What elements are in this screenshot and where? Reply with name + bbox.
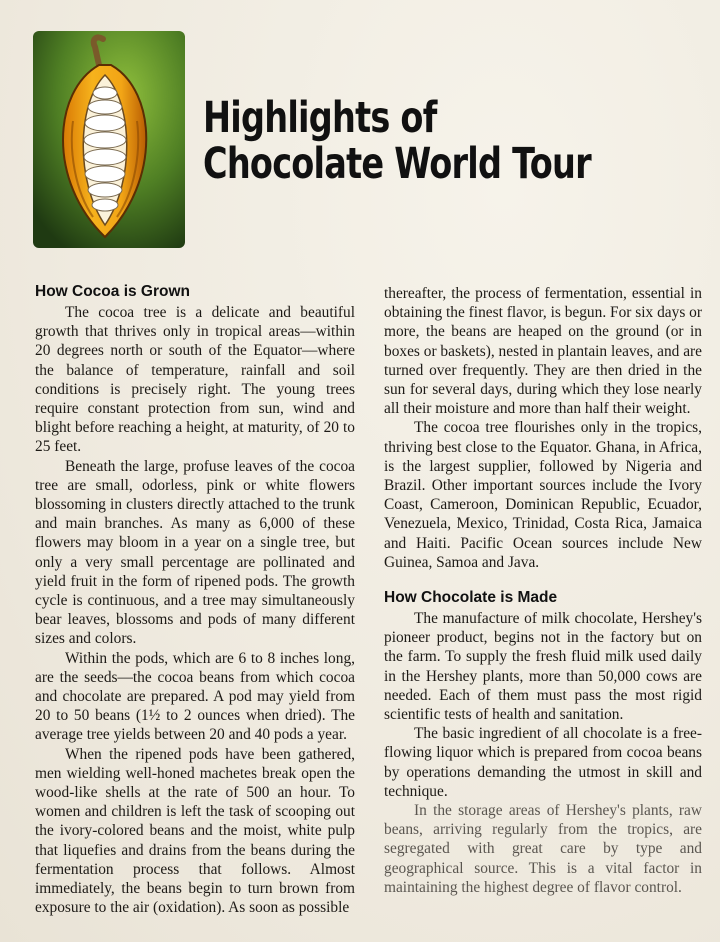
title-line-2: Chocolate World Tour <box>203 139 591 189</box>
section-heading-chocolate-made: How Chocolate is Made <box>384 589 558 607</box>
paragraph: The manufacture of milk chocolate, Hershey's pioneer product, begins not in the factory but on the farm. To supply the fresh fluid milk used daily in the Hershey plants, more than 50,000 cows are needed. Each of them must pass the most rigid scientific tests of health and sanitation. <box>384 610 702 724</box>
paragraph-continuation: thereafter, the process of fermentation, essential in obtaining the finest flavor, is begun. For six days or more, the beans are heaped on the ground (or in boxes or baskets), nested in plantain leaves, and are turned over frequently. They are then dried in the sun for several days, during which they lose nearly all their moisture and more than half their weight. <box>384 285 702 418</box>
paragraph: The basic ingredient of all chocolate is a free-flowing liquor which is prepared from cocoa beans by operations demanding the utmost in skill and technique. <box>384 725 702 800</box>
paragraph: In the storage areas of Hershey's plants, raw beans, arriving regularly from the tropics, are segregated with great care by type and geographical source. This is a vital factor in maintaining the highest degree of flavor control. <box>384 802 702 896</box>
title-line-1: Highlights of <box>203 93 437 143</box>
right-column <box>384 284 702 897</box>
section-heading-cocoa-grown: How Cocoa is Grown <box>35 283 191 300</box>
paragraph: Within the pods, which are 6 to 8 inches long, are the seeds—the cocoa beans from which cocoa and chocolate are prepared. A pod may yield from 20 to 50 beans (1½ to 2 ounces when dried). The average tree yields between 20 and 40 pods a year. <box>35 649 355 744</box>
paragraph: The cocoa tree is a delicate and beautiful growth that thrives only in tropical areas—within 20 degrees north or south of the Equator—where the balance of temperature, rainfall and soil conditions is precisely right. The young trees require constant protection from sun, wind and blight before reaching a height, at maturity, of 20 to 25 feet. <box>35 304 355 456</box>
paragraph: When the ripened pods have been gathered, men wielding well-honed machetes break open the wood-like shells at the rate of 500 an hour. To women and children is left the task of scooping out the ivory-colored beans and the moist, white pulp that liquefies and drains from the beans during the fermentation process that follows. Almost immediately, the beans begin to turn brown from exposure to the air (oxidation). As soon as possible <box>35 745 355 917</box>
left-column <box>35 282 355 918</box>
paragraph: The cocoa tree flourishes only in the tropics, thriving best close to the Equator. Ghana, in Africa, is the largest supplier, followed by Nigeria and Brazil. Other important sources include the Ivory Coast, Cameroon, Dominican Republic, Ecuador, Venezuela, Mexico, Trinidad, Costa Rica, Jamaica and Haiti. Pacific Ocean sources include New Guinea, Samoa and Java. <box>384 419 702 571</box>
paragraph: Beneath the large, profuse leaves of the cocoa tree are small, odorless, pink or white flowers blossoming in clusters directly attached to the trunk and main branches. As many as 6,000 of these flowers may bloom in a year on a single tree, but only a very small percentage are pollinated and yield fruit in the form of ripened pods. The growth cycle is continuous, and a tree may simultaneously bear leaves, blossoms and pods of many different sizes and colors. <box>35 457 355 648</box>
page-title <box>203 95 591 187</box>
cocoa-pod-icon <box>33 31 185 248</box>
